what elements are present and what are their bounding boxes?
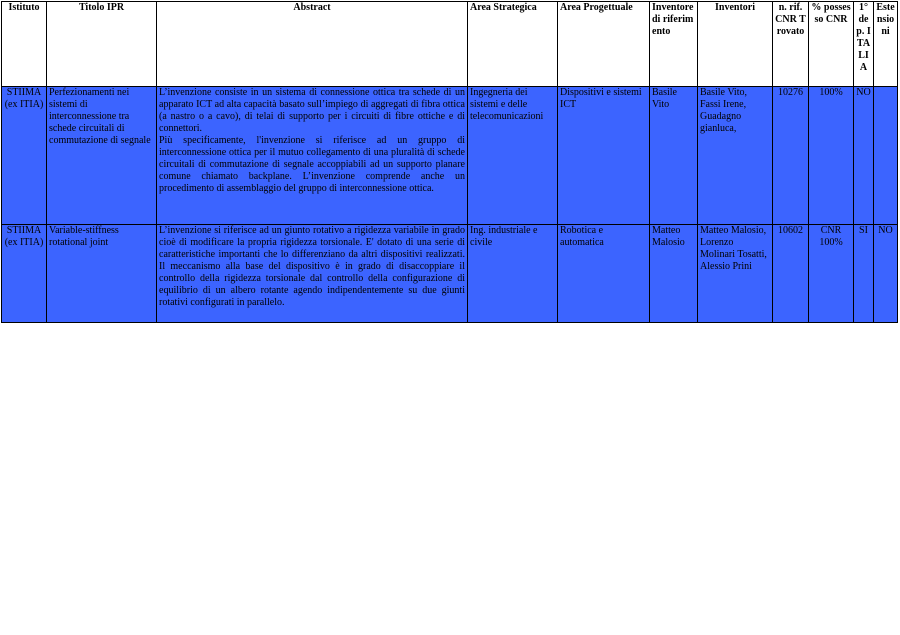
cell-area-strategica: Ingegneria dei sistemi e delle telecomunicazioni	[468, 87, 558, 225]
inventor-name: Lorenzo Molinari Tosatti,	[700, 237, 767, 260]
header-row	[2, 2, 898, 87]
inventor-name: Basile Vito,	[700, 87, 747, 98]
cell-primo-deposito: NO	[854, 87, 874, 225]
cell-estensioni	[874, 87, 898, 225]
ipr-table	[1, 1, 898, 323]
cell-area-progettuale: Dispositivi e sistemi ICT	[558, 87, 650, 225]
cell-area-strategica: Ing. industriale e civile	[468, 225, 558, 323]
cell-inventori	[698, 87, 773, 225]
cell-titolo: Variable-stiffness rotational joint	[47, 225, 157, 323]
table-row	[2, 225, 898, 323]
header-istituto: Istituto	[2, 2, 47, 87]
inventor-name: Fassi Irene,	[700, 99, 747, 110]
abstract-paragraph: L’invenzione si riferisce ad un giunto rotativo a rigidezza variabile in grado cioè di modificare la propria rigidezza torsionale. E' dotato di una serie di caratteristiche importanti che lo differenziano da altri dispositivi realizzati. Il meccanismo alla base del dispositivo è in grado di disaccoppiare il controllo della rigidezza torsionale dal controllo della configurazione di equilibrio di un albero rotante agendo indipendentemente su due giunti rotativi configurati in parallelo.	[159, 225, 465, 308]
cell-possesso: CNR 100%	[809, 225, 854, 323]
header-primo-deposito: 1° dep. ITALIA	[854, 2, 874, 87]
header-area-progettuale: Area Progettuale	[558, 2, 650, 87]
cell-inventori	[698, 225, 773, 323]
cell-inventore-riferimento: Basile Vito	[650, 87, 698, 225]
cell-possesso: 100%	[809, 87, 854, 225]
header-abstract: Abstract	[157, 2, 468, 87]
table-row	[2, 87, 898, 225]
cell-istituto: STIIMA (ex ITIA)	[2, 225, 47, 323]
inventor-name: Matteo Malosio,	[700, 225, 767, 236]
abstract-paragraph: Più specificamente, l'invenzione si riferisce ad un gruppo di interconnessione ottica per il mutuo collegamento di una pluralità di schede circuitali di commutazione di segnale accoppiabili ad un supporto planare comune chiamato backplane. L’invenzione comprende anche un procedimento di assemblaggio del gruppo di interconnessione ottica.	[159, 135, 465, 194]
cell-inventore-riferimento: Matteo Malosio	[650, 225, 698, 323]
header-n-rif: n. rif. CNR Trovato	[773, 2, 809, 87]
header-inventori: Inventori	[698, 2, 773, 87]
cell-n-rif: 10276	[773, 87, 809, 225]
cell-abstract	[157, 225, 468, 323]
cell-area-progettuale: Robotica e automatica	[558, 225, 650, 323]
cell-primo-deposito: SI	[854, 225, 874, 323]
cell-estensioni: NO	[874, 225, 898, 323]
cell-n-rif: 10602	[773, 225, 809, 323]
header-area-strategica: Area Strategica	[468, 2, 558, 87]
header-titolo-ipr: Titolo IPR	[47, 2, 157, 87]
header-inventore-riferimento: Inventore di riferimento	[650, 2, 698, 87]
header-possesso: % possesso CNR	[809, 2, 854, 87]
cell-abstract	[157, 87, 468, 225]
abstract-paragraph: L’invenzione consiste in un sistema di connessione ottica tra schede di un apparato ICT ad alta capacità basato sull’impiego di aggregati di fibra ottica (a nastro o a cavo), di telai di supporto per i circuiti di fibre ottiche e di connettori.	[159, 87, 465, 134]
cell-istituto: STIIMA (ex ITIA)	[2, 87, 47, 225]
inventor-name: Guadagno gianluca,	[700, 111, 742, 134]
header-estensioni: Estensioni	[874, 2, 898, 87]
cell-titolo: Perfezionamenti nei sistemi di interconnessione tra schede circuitali di commutazione di segnale	[47, 87, 157, 225]
inventor-name: Alessio Prini	[700, 261, 752, 272]
